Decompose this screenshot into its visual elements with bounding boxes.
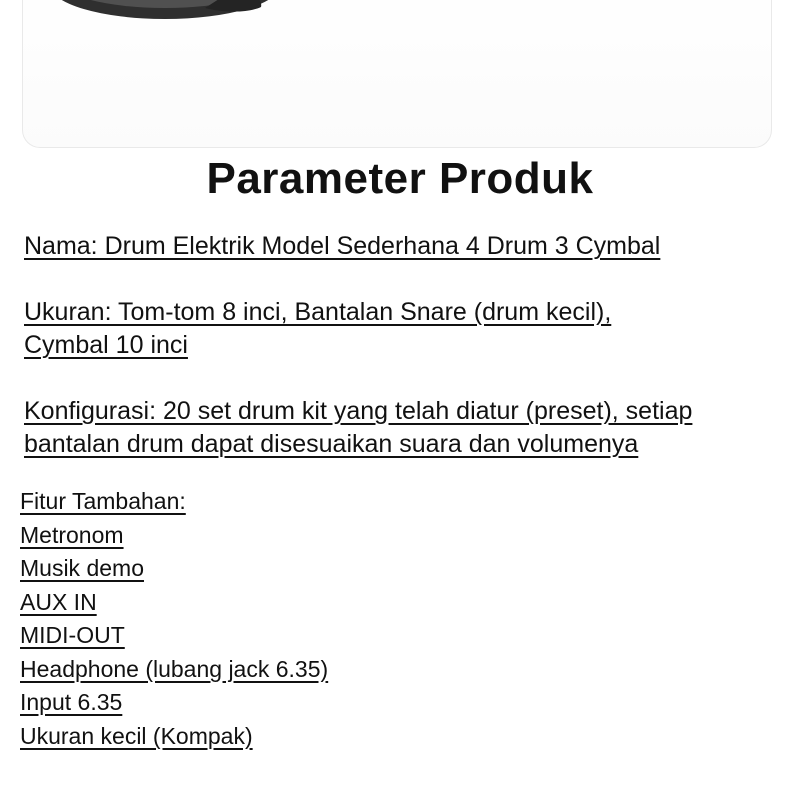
drum-kit-image bbox=[23, 0, 772, 148]
feature-item-input: Input 6.35 bbox=[20, 689, 123, 715]
product-image-panel bbox=[22, 0, 772, 148]
feature-item-ukuran-kecil: Ukuran kecil (Kompak) bbox=[20, 722, 253, 749]
page-title: Parameter Produk bbox=[206, 154, 594, 203]
param-ukuran-line-2: Cymbal 10 inci bbox=[24, 331, 188, 359]
param-nama-text: Nama: Drum Elektrik Model Sederhana 4 Drum 3 Cymbal bbox=[24, 232, 661, 260]
feature-item-midi-out: MIDI-OUT bbox=[20, 622, 125, 648]
feature-item-headphone: Headphone (lubang jack 6.35) bbox=[20, 655, 329, 682]
param-konfigurasi-line-2: bantalan drum dapat disesuaikan suara dan volumenya bbox=[24, 430, 639, 458]
param-ukuran-line-1: Ukuran: Tom-tom 8 inci, Bantalan Snare (drum kecil), bbox=[24, 298, 612, 326]
feature-item-musik-demo: Musik demo bbox=[20, 555, 144, 581]
param-konfigurasi bbox=[24, 395, 794, 461]
features-list bbox=[20, 485, 520, 753]
features-heading: Fitur Tambahan: bbox=[20, 488, 186, 514]
feature-item-aux-in: AUX IN bbox=[20, 588, 97, 615]
param-konfigurasi-line-1: Konfigurasi: 20 set drum kit yang telah diatur (preset), setiap bbox=[24, 397, 693, 425]
param-ukuran bbox=[24, 296, 794, 362]
feature-item-metronom: Metronom bbox=[20, 521, 124, 548]
param-nama bbox=[24, 230, 794, 263]
